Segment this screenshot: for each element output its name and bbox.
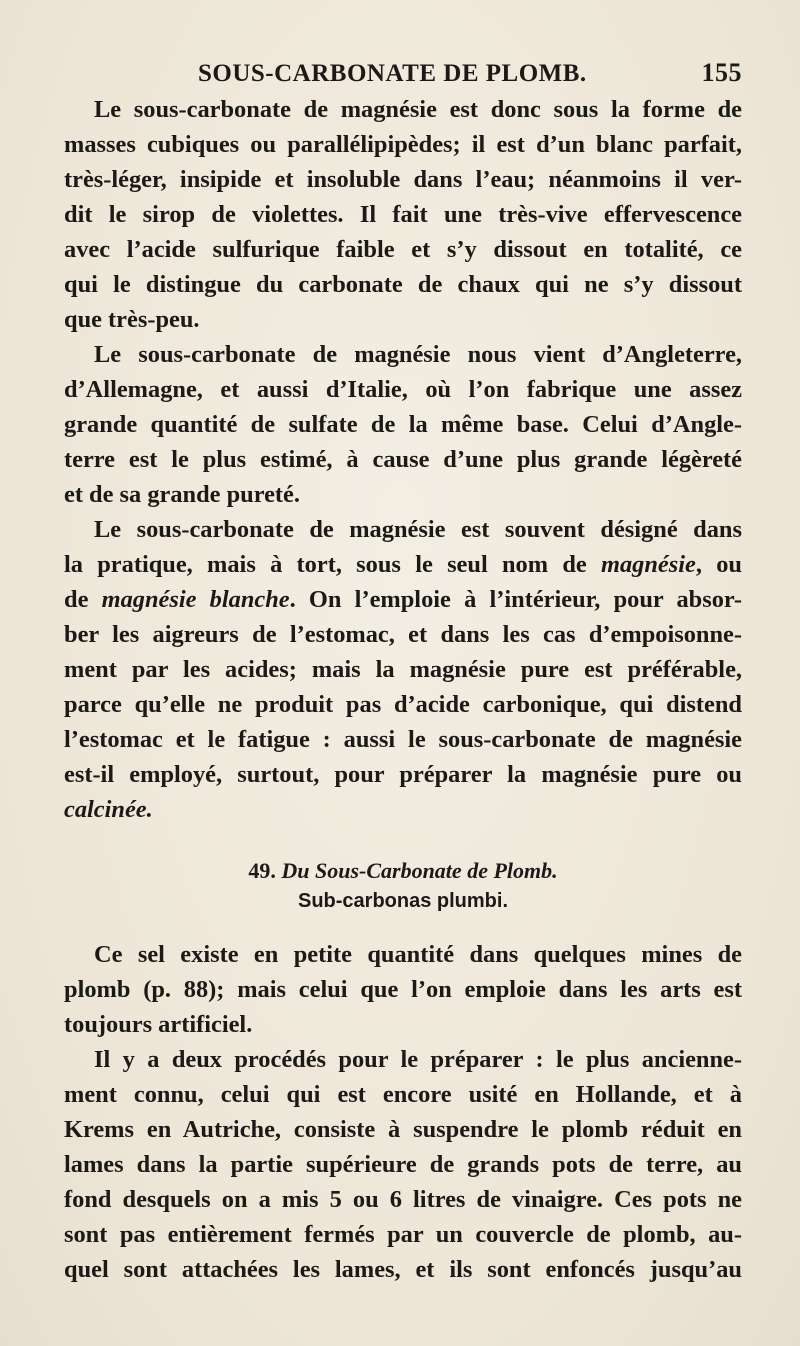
- text-line: parce qu’elle ne produit pas d’acide carbonique, qui distend: [64, 691, 742, 718]
- running-header: [64, 58, 742, 88]
- text-line: [64, 582, 742, 617]
- text-line: Krems en Autriche, consiste à suspendre le plomb réduit en: [64, 1116, 742, 1143]
- text-line: quel sont attachées les lames, et ils sont enfoncés jusqu’au: [64, 1256, 742, 1283]
- paragraph-lead-preparation: [64, 1042, 742, 1287]
- text-line: et de sa grande pureté.: [64, 481, 300, 508]
- text-line: lames dans la partie supérieure de grands pots de terre, au: [64, 1151, 742, 1178]
- text-line: Le sous-carbonate de magnésie nous vient d’Angleterre,: [94, 341, 742, 368]
- paragraph-magnesia-origin: [64, 337, 742, 512]
- text-line: que très-peu.: [64, 306, 200, 333]
- text-line: Le sous-carbonate de magnésie est souvent désigné dans: [94, 516, 742, 543]
- text-line: Ce sel existe en petite quantité dans quelques mines de: [94, 941, 742, 968]
- text-line: ment par les acides; mais la magnésie pure est préférable,: [64, 656, 742, 683]
- section-number: 49.: [248, 858, 276, 883]
- text-line: grande quantité de sulfate de la même base. Celui d’Angle-: [64, 411, 742, 438]
- text-line: ment connu, celui qui est encore usité en Hollande, et à: [64, 1081, 742, 1108]
- text-line: terre est le plus estimé, à cause d’une plus grande légèreté: [64, 446, 742, 473]
- text-line: Il y a deux procédés pour le préparer : le plus ancienne-: [94, 1046, 742, 1073]
- section-heading: [64, 855, 742, 887]
- text-line: qui le distingue du carbonate de chaux qui ne s’y dissout: [64, 271, 742, 298]
- text-line: sont pas entièrement fermés par un couvercle de plomb, au-: [64, 1221, 742, 1248]
- text-line: dit le sirop de violettes. Il fait une très-vive effervescence: [64, 201, 742, 228]
- running-title: SOUS-CARBONATE DE PLOMB.: [198, 60, 587, 87]
- text-run: de: [64, 586, 102, 613]
- text-line: Le sous-carbonate de magnésie est donc sous la forme de: [94, 96, 742, 123]
- italic-term-magnesie-blanche: magnésie blanche: [101, 586, 290, 613]
- text-line: ber les aigreurs de l’estomac, et dans les cas d’empoisonne-: [64, 621, 742, 648]
- text-line: [64, 547, 742, 582]
- text-line: toujours artificiel.: [64, 1011, 253, 1038]
- text-run: , ou: [695, 551, 742, 578]
- text-run: . On l’emploie à l’intérieur, pour absor-: [289, 586, 742, 613]
- paragraph-magnesia-use: [64, 512, 742, 827]
- text-line: fond desquels on a mis 5 ou 6 litres de vinaigre. Ces pots ne: [64, 1186, 742, 1213]
- page-number: 155: [701, 58, 742, 87]
- text-line: plomb (p. 88); mais celui que l’on emploie dans les arts est: [64, 976, 742, 1003]
- text-line: d’Allemagne, et aussi d’Italie, où l’on fabrique une assez: [64, 376, 742, 403]
- paragraph-lead-existence: [64, 937, 742, 1042]
- section-latin-name: Sub-carbonas plumbi.: [297, 890, 509, 912]
- paragraph-magnesia-form: [64, 92, 742, 337]
- text-line: très-léger, insipide et insoluble dans l’eau; néanmoins il ver-: [64, 166, 742, 193]
- text-line: est-il employé, surtout, pour préparer la magnésie pure ou: [64, 761, 742, 788]
- text-run: la pratique, mais à tort, sous le seul nom de: [64, 551, 601, 578]
- text-line: avec l’acide sulfurique faible et s’y dissout en totalité, ce: [64, 236, 742, 263]
- text-line: l’estomac et le fatigue : aussi le sous-carbonate de magnésie: [64, 726, 742, 753]
- italic-term-magnesie: magnésie: [601, 551, 696, 578]
- italic-term-calcinee: calcinée.: [64, 796, 153, 823]
- text-line: masses cubiques ou parallélipipèdes; il est d’un blanc parfait,: [64, 131, 742, 158]
- section-title: Du Sous-Carbonate de Plomb.: [281, 858, 558, 883]
